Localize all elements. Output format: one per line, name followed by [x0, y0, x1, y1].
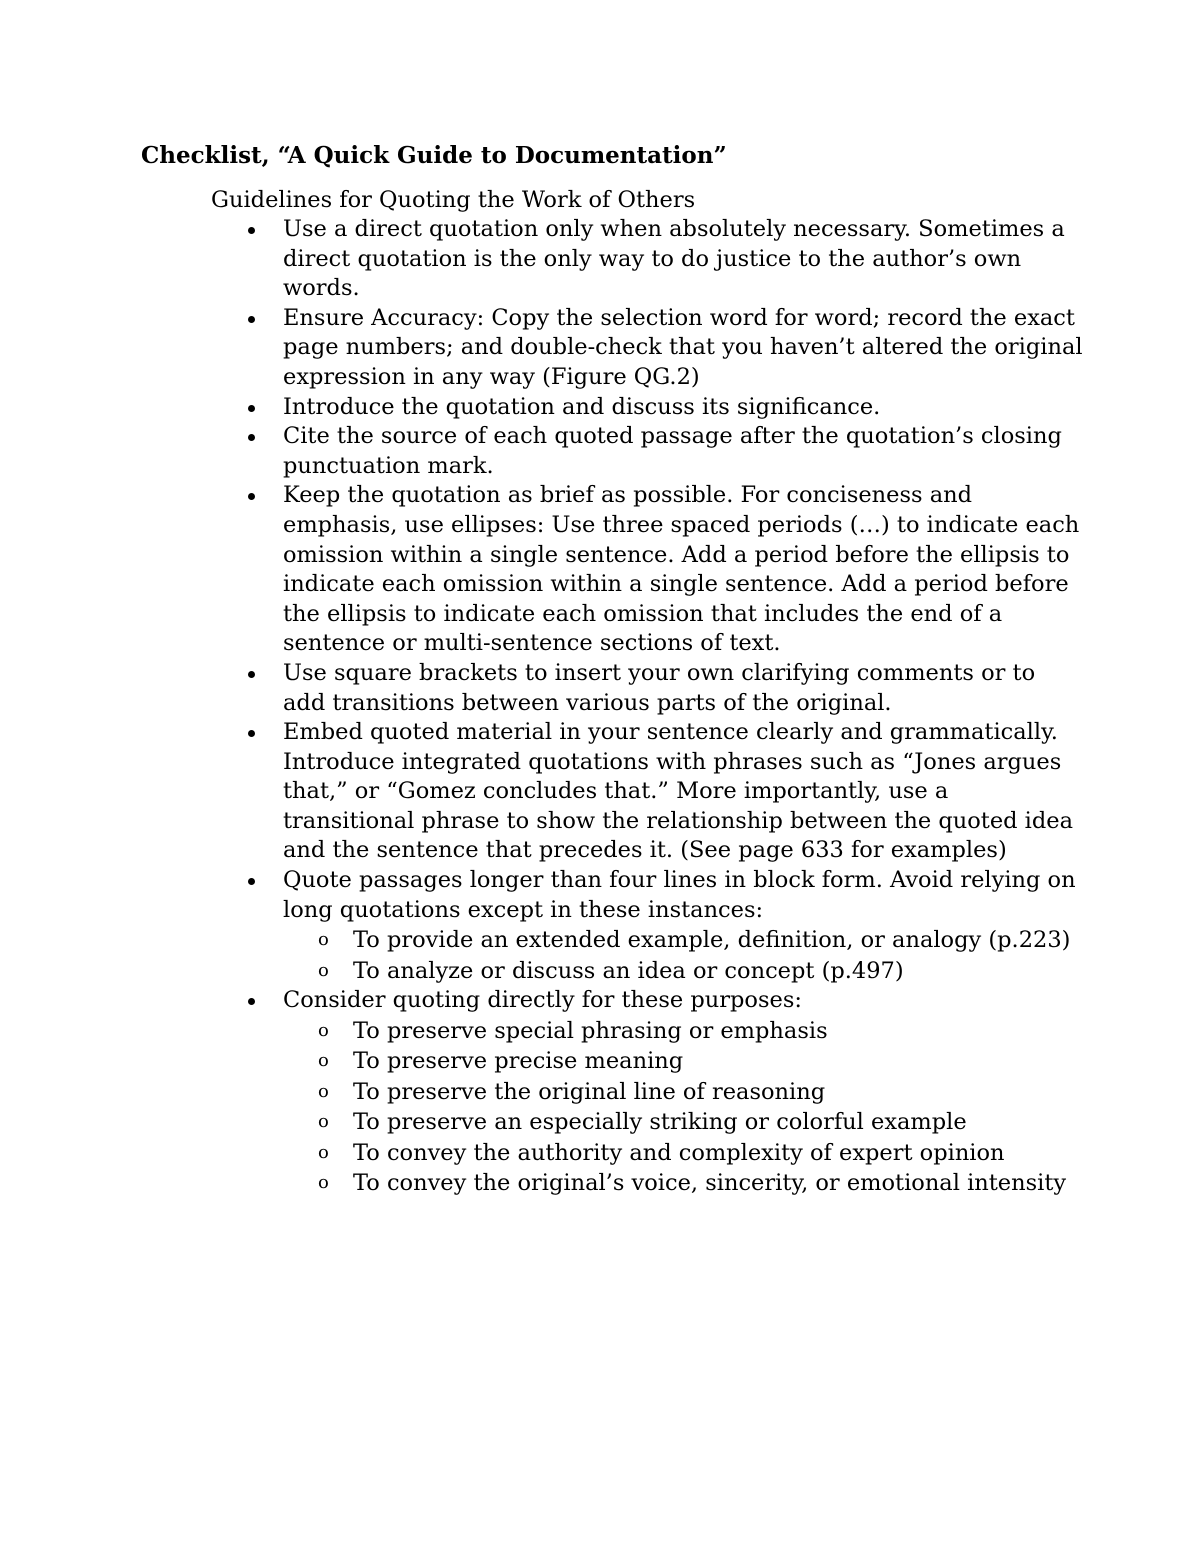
sub-list-item-text: To analyze or discuss an idea or concept (p.497) [353, 957, 904, 984]
list-item-text: Consider quoting directly for these purposes: [283, 987, 802, 1014]
sub-list-item-text: To provide an extended example, definition, or analogy (p.223) [353, 927, 1071, 954]
circle-bullet-icon: o [318, 1050, 329, 1072]
list-item [283, 986, 1083, 1199]
list-item [283, 659, 1083, 718]
sub-list-item [318, 1107, 1083, 1138]
bullet-icon [248, 227, 255, 234]
sub-list-item [318, 956, 1083, 987]
sub-list-item-text: To preserve special phrasing or emphasis [353, 1017, 828, 1044]
bullet-icon [248, 730, 255, 737]
list-item [283, 422, 1083, 481]
list-item-text: Embed quoted material in your sentence clearly and grammatically. Introduce integrated quotations with phrases such as “Jones argues that,” or “Gomez concludes that.” More importantly, use a transitional phrase to show the relationship between the quoted idea and the sentence that precedes it. (See page 633 for examples) [283, 719, 1074, 864]
bullet-icon [248, 671, 255, 678]
list-item [283, 215, 1083, 304]
circle-bullet-icon: o [318, 929, 329, 951]
section-heading: Guidelines for Quoting the Work of Others [211, 187, 696, 213]
circle-bullet-icon: o [318, 1111, 329, 1133]
sub-list-item [318, 1016, 1083, 1047]
sub-list-item [318, 1046, 1083, 1077]
bullet-icon [248, 405, 255, 412]
bullet-icon [248, 316, 255, 323]
list-item-text: Ensure Accuracy: Copy the selection word for word; record the exact page numbers; and double-check that you haven’t altered the original expression in any way (Figure QG.2) [283, 304, 1083, 390]
bullet-icon [248, 878, 255, 885]
sub-list-item-text: To convey the authority and complexity of expert opinion [353, 1139, 1005, 1166]
sub-list-item-text: To preserve an especially striking or colorful example [353, 1109, 967, 1136]
list-item-text: Use a direct quotation only when absolutely necessary. Sometimes a direct quotation is the only way to do justice to the author’s own words. [283, 216, 1065, 302]
sub-list-item-text: To preserve the original line of reasoning [353, 1078, 826, 1105]
list-item [283, 304, 1083, 393]
list-item [283, 481, 1083, 659]
sub-list-item [318, 1138, 1083, 1169]
circle-bullet-icon: o [318, 1172, 329, 1194]
list-item [283, 393, 1083, 423]
document-title: Checklist, “A Quick Guide to Documentation” [141, 142, 727, 169]
circle-bullet-icon: o [318, 1019, 329, 1041]
list-item [283, 718, 1083, 866]
sub-list-item [318, 1077, 1083, 1108]
sub-list-item-text: To convey the original’s voice, sincerity, or emotional intensity [353, 1170, 1067, 1197]
list-item-text: Quote passages longer than four lines in block form. Avoid relying on long quotations except in these instances: [283, 867, 1076, 923]
list-item-text: Introduce the quotation and discuss its significance. [283, 393, 881, 420]
circle-bullet-icon: o [318, 1080, 329, 1102]
bullet-icon [248, 434, 255, 441]
bullet-icon [248, 998, 255, 1005]
sub-list [283, 925, 1083, 986]
list-item-text: Cite the source of each quoted passage after the quotation’s closing punctuation mark. [283, 423, 1062, 479]
bullet-icon [248, 493, 255, 500]
list-item [283, 866, 1083, 986]
guidelines-list [283, 215, 1083, 1199]
sub-list-item-text: To preserve precise meaning [353, 1048, 684, 1075]
sub-list-item [318, 925, 1083, 956]
sub-list [283, 1016, 1083, 1199]
list-item-text: Use square brackets to insert your own clarifying comments or to add transitions between various parts of the original. [283, 659, 1036, 716]
list-item-text: Keep the quotation as brief as possible. For conciseness and emphasis, use ellipses: Use three spaced periods (…) to indicate each omission within a single sentence. Add a period before the ellipsis to indicate each omission within a single sentence. Add a period before the ellipsis to indicate each omission that includes the end of a sentence or multi-sentence sections of text. [283, 482, 1080, 657]
circle-bullet-icon: o [318, 1141, 329, 1163]
sub-list-item [318, 1168, 1083, 1199]
circle-bullet-icon: o [318, 959, 329, 981]
